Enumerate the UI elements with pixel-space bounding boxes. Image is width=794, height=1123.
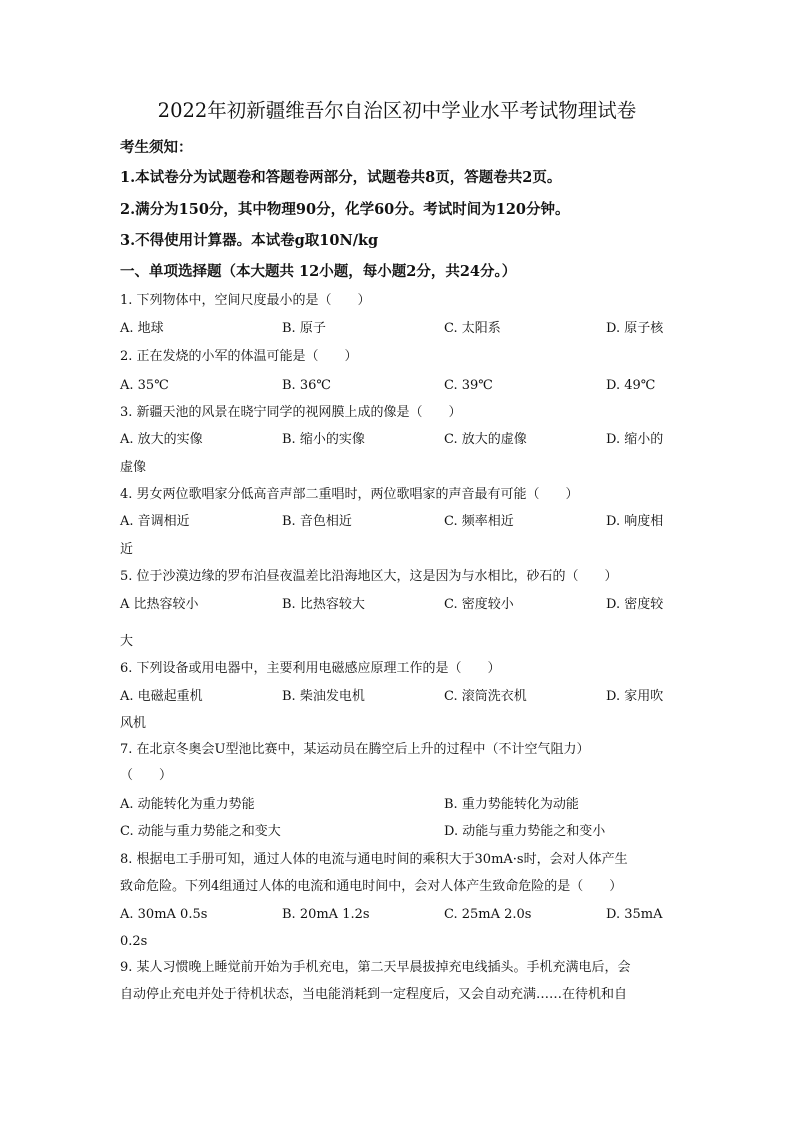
option-d: D. 缩小的 (606, 432, 664, 447)
option-c: C. 放大的虚像 (444, 432, 527, 447)
option-d: D. 动能与重力势能之和变小 (444, 824, 606, 839)
option-a: A. 音调相近 (120, 514, 190, 529)
option-b: B. 重力势能转化为动能 (444, 797, 579, 812)
question-stem: 7. 在北京冬奥会U型池比赛中，某运动员在腾空后上升的过程中（不计空气阻力） (120, 742, 590, 757)
option-d-wrap: 0.2s (120, 934, 148, 949)
option-c: C. 39℃ (444, 378, 493, 393)
option-c: C. 频率相近 (444, 514, 514, 529)
option-a: A. 动能转化为重力势能 (120, 797, 255, 812)
question-stem: 6. 下列设备或用电器中，主要利用电磁感应原理工作的是（ ） (120, 661, 501, 676)
question-stem-cont: （ ） (120, 768, 173, 783)
option-d-wrap: 虚像 (120, 460, 147, 475)
option-d-wrap: 大 (120, 634, 134, 649)
option-c: C. 太阳系 (444, 321, 501, 336)
option-b: B. 20mA 1.2s (282, 907, 370, 922)
option-a: A. 放大的实像 (120, 432, 203, 447)
question-stem: 8. 根据电工手册可知，通过人体的电流与通电时间的乘积大于30mA·s时，会对人体产生 (120, 852, 628, 867)
exam-title: 2022年初新疆维吾尔自治区初中学业水平考试物理试卷 (157, 99, 637, 122)
option-b: B. 缩小的实像 (282, 432, 365, 447)
notice-item: 2.满分为150分，其中物理90分，化学60分。考试时间为120分钟。 (120, 201, 570, 218)
option-b: B. 音色相近 (282, 514, 352, 529)
option-c: C. 动能与重力势能之和变大 (120, 824, 281, 839)
option-d: D. 响度相 (606, 514, 664, 529)
option-d-wrap: 近 (120, 542, 134, 557)
question-stem-cont: 自动停止充电并处于待机状态，当电能消耗到一定程度后，又会自动充满……在待机和自 (120, 987, 628, 1002)
option-a: A. 地球 (120, 321, 164, 336)
option-a: A. 电磁起重机 (120, 689, 203, 704)
notice-item: 1.本试卷分为试题卷和答题卷两部分，试题卷共8页，答题卷共2页。 (120, 169, 562, 186)
option-d: D. 原子核 (606, 321, 664, 336)
section-heading: 一、单项选择题（本大题共 12小题，每小题2分，共24分。） (120, 263, 517, 280)
option-c: C. 滚筒洗衣机 (444, 689, 527, 704)
notice-item: 3.不得使用计算器。本试卷g取10N/kg (120, 232, 379, 249)
option-b: B. 比热容较大 (282, 597, 365, 612)
option-c: C. 密度较小 (444, 597, 514, 612)
question-stem: 3. 新疆天池的风景在晓宁同学的视网膜上成的像是（ ） (120, 405, 462, 420)
option-b: B. 36℃ (282, 378, 331, 393)
option-d: D. 49℃ (606, 378, 656, 393)
option-c: C. 25mA 2.0s (444, 907, 532, 922)
option-b: B. 柴油发电机 (282, 689, 365, 704)
option-a: A. 30mA 0.5s (120, 907, 208, 922)
question-stem: 9. 某人习惯晚上睡觉前开始为手机充电，第二天早晨拔掉充电线插头。手机充满电后，会 (120, 960, 631, 975)
option-d: D. 密度较 (606, 597, 664, 612)
question-stem-cont: 致命危险。下列4组通过人体的电流和通电时间中，会对人体产生致命危险的是（ ） (120, 879, 623, 894)
option-a: A 比热容较小 (120, 597, 199, 612)
question-stem: 5. 位于沙漠边缘的罗布泊昼夜温差比沿海地区大，这是因为与水相比，砂石的（ ） (120, 569, 618, 584)
question-stem: 1. 下列物体中，空间尺度最小的是（ ） (120, 293, 371, 308)
question-stem: 4. 男女两位歌唱家分低高音声部二重唱时，两位歌唱家的声音最有可能（ ） (120, 487, 579, 502)
option-d: D. 家用吹 (606, 689, 664, 704)
option-d-wrap: 风机 (120, 716, 147, 731)
notice-heading: 考生须知： (120, 139, 193, 156)
question-stem: 2. 正在发烧的小军的体温可能是（ ） (120, 349, 358, 364)
option-b: B. 原子 (282, 321, 326, 336)
option-d: D. 35mA (606, 907, 663, 922)
option-a: A. 35℃ (120, 378, 169, 393)
